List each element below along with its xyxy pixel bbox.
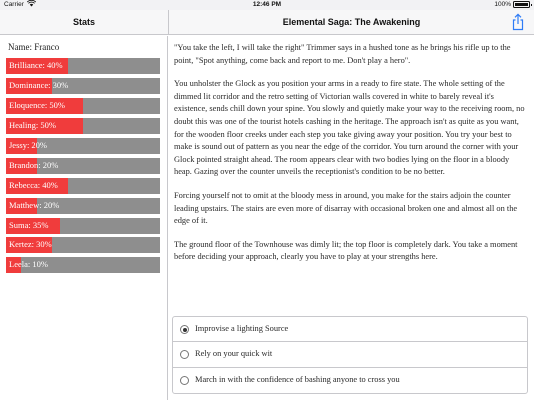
navigation-bar: [0, 10, 534, 35]
choice-label: Improvise a lighting Source: [195, 324, 289, 333]
stat-label: Eloquence: 50%: [9, 99, 65, 110]
radio-icon[interactable]: [180, 376, 189, 385]
stat-bar: [6, 198, 160, 214]
choice-label: March in with the confidence of bashing anyone to cross you: [195, 374, 400, 384]
status-bar: [0, 0, 534, 10]
choice-label: Rely on your quick wit: [195, 349, 273, 359]
choice-option[interactable]: [173, 342, 527, 367]
stat-label: Jessy: 20%: [9, 139, 48, 150]
share-icon: [510, 13, 526, 31]
story-text: [174, 42, 526, 275]
stat-bar: [6, 178, 160, 194]
carrier-label: Carrier: [4, 1, 24, 8]
stat-label: Leela: 10%: [9, 259, 48, 270]
stat-bar: [6, 58, 160, 74]
battery-icon: [513, 1, 530, 8]
stat-label: Matthew: 20%: [9, 199, 60, 210]
stat-bar: [6, 237, 160, 253]
choice-list: [172, 316, 528, 394]
stat-bar: [6, 98, 160, 114]
stat-bar: [6, 257, 160, 273]
stat-label: Dominance: 30%: [9, 79, 69, 90]
stat-label: Healing: 50%: [9, 119, 56, 130]
stat-bar: [6, 78, 160, 94]
stat-label: Brilliance: 40%: [9, 60, 63, 70]
battery-indicator: [494, 1, 530, 8]
clock: 12:46 PM: [252, 1, 282, 8]
radio-icon[interactable]: [180, 350, 189, 359]
character-name: Name: Franco: [8, 42, 60, 52]
stat-bar: [6, 138, 160, 154]
stat-label: Rebecca: 40%: [9, 179, 58, 190]
choice-option[interactable]: [173, 317, 527, 342]
story-paragraph: "You take the left, I will take the right" Trimmer says in a hushed tone as he brings his rifle up to the point, "Spot anything, come back and report to me. Don't play a hero".: [174, 43, 511, 65]
stats-sidebar: [0, 36, 168, 400]
story-paragraph: Forcing yourself not to omit at the bloody mess in around, you make for the stairs adjoin the counter leading upstairs. The stairs are even more of disarray with occasional broken one and almost all on the edge of it.: [174, 190, 518, 226]
stat-bar: [6, 158, 160, 174]
stat-label: Suma: 35%: [9, 219, 49, 230]
story-paragraph: You unholster the Glock as you position your arms in a ready to fire state. The whole setting of the dimmed lit corridor and the retro setting of Victorian walls covered in white to barely reveal it's existence, sends chill down your spine. You slowly and quietly make your way to the receiving room, no doubt this was one of the tourist hotels cashing in the heritage. The approach isn't as quite as you want, for the wooden floor creeks under each step you take giving away your position. You try your best to make is sound out of pattern as you near the edge of the corridor. You turn around the corner with your Glock pointed straight ahead. The room appears clear with two bodies lying on the floor in a bloody heap. Gazing over the counter unveils the receptionist's condition to be no better.: [174, 79, 525, 177]
share-button[interactable]: [510, 13, 526, 31]
stat-label: Brandon: 20%: [9, 159, 59, 170]
radio-selected-icon[interactable]: [180, 325, 189, 334]
stat-bar: [6, 118, 160, 134]
choice-option[interactable]: [173, 368, 527, 393]
story-paragraph: The ground floor of the Townhouse was dimly lit; the top floor is completely dark. You take a moment before deciding your approach, clearly you have to play at your strengths here.: [174, 239, 518, 262]
stat-bar: [6, 218, 160, 234]
stat-list: [6, 58, 160, 277]
stat-label: Kertez: 30%: [9, 239, 52, 250]
story-title: Elemental Saga: The Awakening: [282, 17, 421, 27]
stats-title: Stats: [72, 17, 95, 27]
battery-percent: 100%: [494, 1, 511, 9]
